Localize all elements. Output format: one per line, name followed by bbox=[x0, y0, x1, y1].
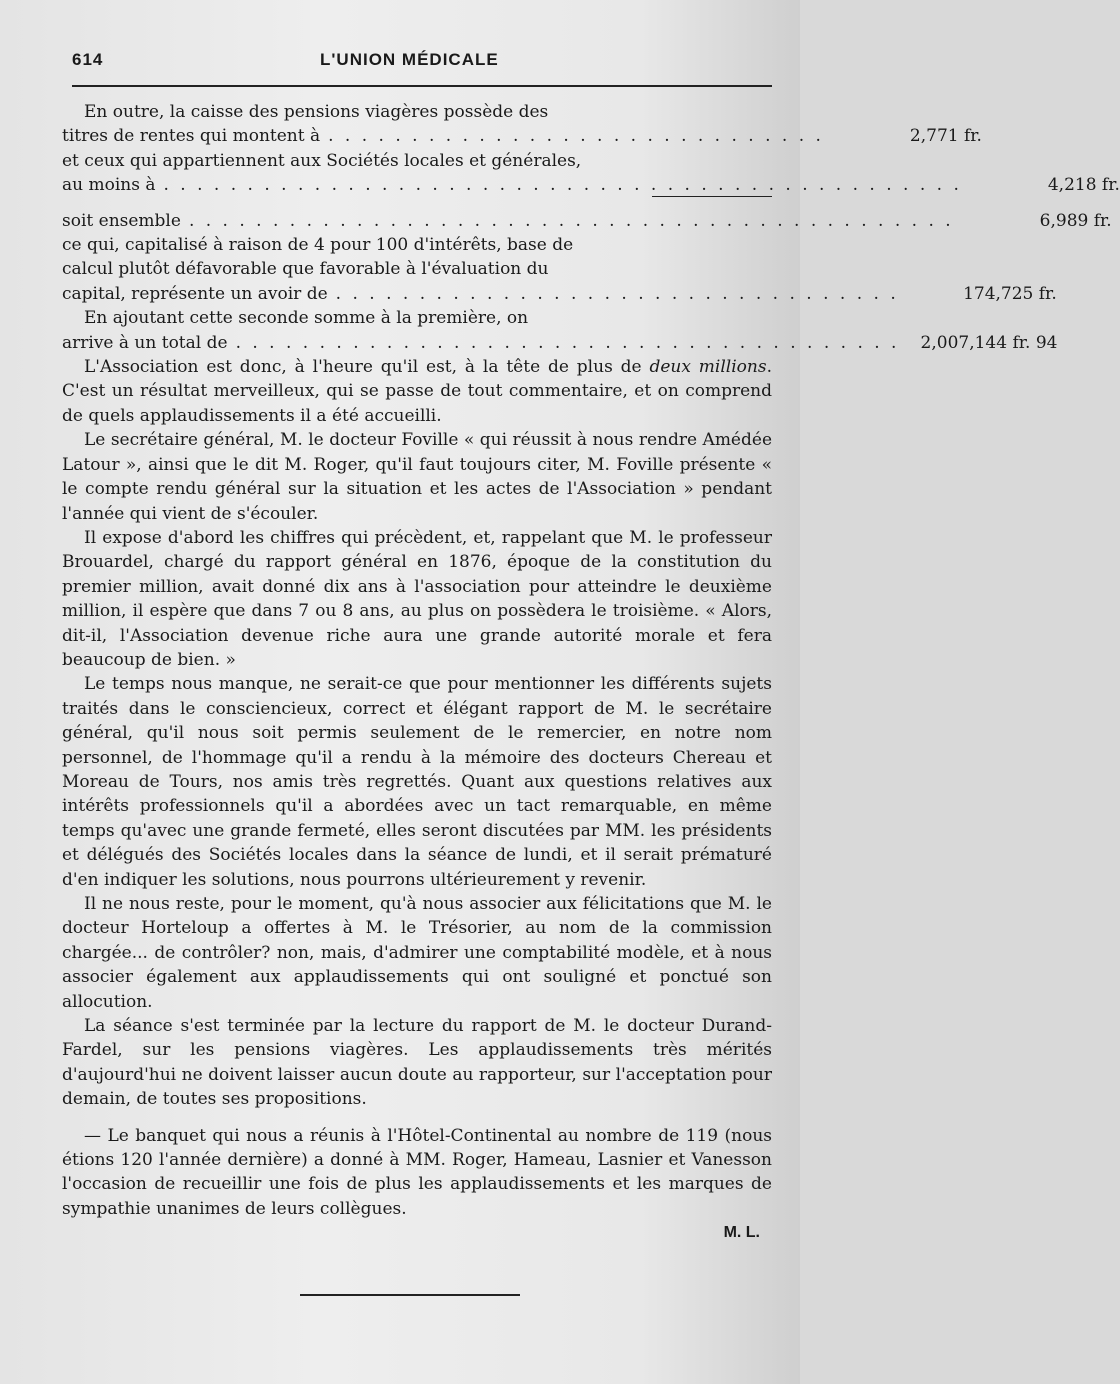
leader-dots: . . . . . . . . . . . . . . . . . . . . . . . . . . . . . . bbox=[328, 126, 824, 147]
capital-line-2: calcul plutôt défavorable que favorable à l'évaluation du bbox=[62, 259, 549, 280]
capital-line-1: ce qui, capitalisé à raison de 4 pour 100 d'intérêts, base de bbox=[62, 235, 574, 256]
page-header bbox=[72, 50, 760, 74]
avoir-label: capital, représente un avoir de bbox=[62, 283, 328, 304]
titres-label: titres de rentes qui montent à bbox=[62, 126, 321, 147]
titres-amount: 2,771 fr. bbox=[909, 126, 982, 147]
leader-dots: . . . . . . . . . . . . . . . . . . . . . . . . . . . . . . . . . . . . . . . . bbox=[235, 332, 900, 353]
avoir-amount: 174,725 fr. bbox=[963, 283, 1057, 304]
journal-title: L'UNION MÉDICALE bbox=[320, 50, 499, 69]
paragraph-felicitations: Il ne nous reste, pour le moment, qu'à nous associer aux félicitations que M. le docteur Horteloup a offertes à M. le Trésorier, au nom de la commission chargée... de contrôler? non, mais, d'admirer une comptabilité modèle, et à nous associer également aux applaudissements qui ont souligné et ponctué son allocution. bbox=[62, 894, 772, 1012]
total-amount: 2,007,144 fr. 94 bbox=[920, 332, 1058, 353]
avoir-row bbox=[62, 282, 1057, 306]
paragraph-temps: Le temps nous manque, ne serait-ce que pour mentionner les différents sujets traités dans le consciencieux, correct et élégant rapport de M. le secrétaire général, qu'il nous soit permis seulement de le remercier, en notre nom personnel, de l'hommage qu'il a rendu à la mémoire des docteurs Chereau et Moreau de Tours, nos amis très regrettés. Quant aux questions relatives aux intérêts professionnels qu'il a abordées avec un tact remarquable, en même temps qu'avec une grande fermeté, elles seront discutées par MM. les présidents et délégués des Sociétés locales dans la séance de lundi, et il serait prématuré d'en indiquer les solutions, nous pourrons ultérieurement y revenir. bbox=[62, 674, 772, 890]
total-label: arrive à un total de bbox=[62, 332, 228, 353]
ajoutant-line: En ajoutant cette seconde somme à la première, on bbox=[84, 308, 529, 329]
leader-dots: . . . . . . . . . . . . . . . . . . . . . . . . . . . . . . . . . . bbox=[335, 283, 899, 304]
paragraph-banquet: — Le banquet qui nous a réunis à l'Hôtel-Continental au nombre de 119 (nous étions 120 l'année dernière) a donné à MM. Roger, Hameau, Lasnier et Vanesson l'occasion de recueillir une fois de plus les applaudissements et les marques de sympathie unanimes de leurs collègues. bbox=[62, 1125, 772, 1219]
titres-row bbox=[62, 124, 982, 148]
paragraph-chiffres: Il expose d'abord les chiffres qui précèdent, et, rappelant que M. le professeur Brouardel, chargé du rapport général en 1876, époque de la constitution du premier million, avait donné dix ans à l'association pour atteindre le deuxième million, il espère que dans 7 ou 8 ans, au plus on possèdera le troisième. « Alors, dit-il, l'Association devenue riche aura une grande autorité morale et fera beaucoup de bien. » bbox=[62, 527, 772, 670]
leader-dots: . . . . . . . . . . . . . . . . . . . . . . . . . . . . . . . . . . . . . . . . . . . . . . bbox=[188, 210, 954, 231]
ensemble-amount: 6,989 fr. bbox=[1039, 210, 1112, 231]
paragraph-seance: La séance s'est terminée par la lecture du rapport de M. le docteur Durand-Fardel, sur les pensions viagères. Les applaudissements très mérités d'aujourd'hui ne doivent laisser aucun doute au rapporteur, sur l'acceptation pour demain, de toutes ses propositions. bbox=[62, 1016, 772, 1110]
signature: M. L. bbox=[723, 1224, 760, 1242]
ensemble-row bbox=[62, 209, 1112, 233]
page-number: 614 bbox=[72, 50, 104, 69]
closing-rule bbox=[300, 1294, 520, 1296]
accounts-intro: En outre, la caisse des pensions viagères possède des bbox=[84, 102, 549, 122]
moins-amount: 4,218 fr. bbox=[1047, 175, 1120, 196]
paragraph-association: L'Association est donc, à l'heure qu'il est, à la tête de plus de deux millions. C'est un résultat merveilleux, qui se passe de tout commentaire, et on comprend de quels applaudissements il a été accueilli. bbox=[62, 357, 772, 426]
ensemble-label: soit ensemble bbox=[62, 210, 181, 231]
moins-label: au moins à bbox=[62, 175, 156, 196]
paragraph-secretaire: Le secrétaire général, M. le docteur Foville « qui réussit à nous rendre Amédée Latour », ainsi que le dit M. Roger, qu'il faut toujours citer, M. Foville présente « le compte rendu général sur la situation et les actes de l'Association » pendant l'année qui vient de s'écouler. bbox=[62, 430, 772, 524]
article-body bbox=[62, 100, 1120, 1246]
societes-line: et ceux qui appartiennent aux Sociétés locales et générales, bbox=[62, 150, 582, 171]
leader-dots: . . . . . . . . . . . . . . . . . . . . . . . . . . . . . . . . . . . . . . . . . . . . . . . . bbox=[163, 175, 962, 196]
emphasis-deux-millions: deux millions bbox=[649, 357, 767, 378]
header-rule bbox=[72, 85, 772, 87]
total-row bbox=[62, 331, 1058, 355]
moins-row bbox=[62, 173, 1120, 197]
